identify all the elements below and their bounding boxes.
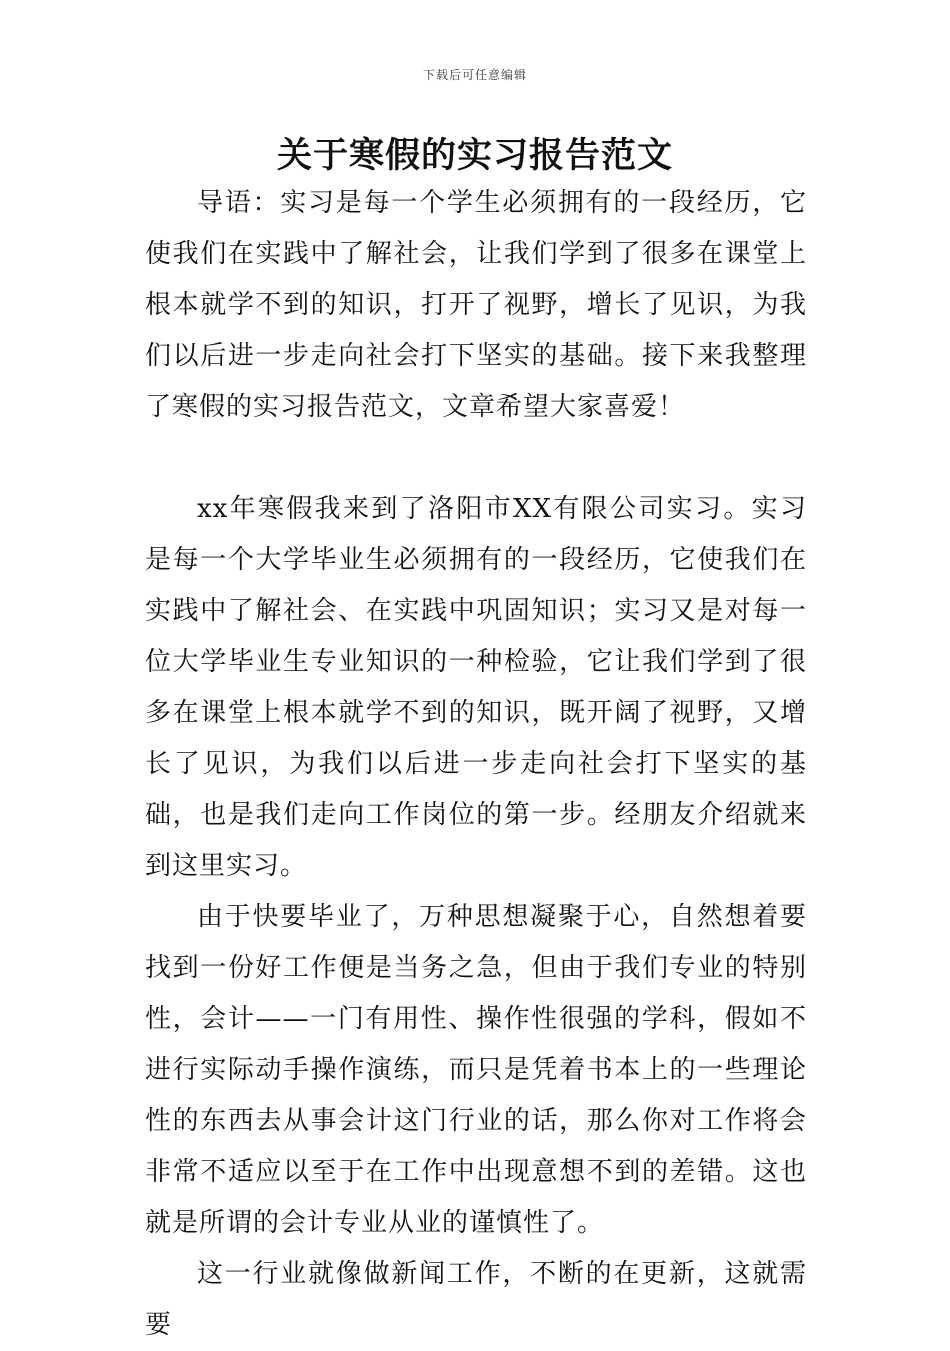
paragraph-industry: 这一行业就像做新闻工作，不断的在更新，这就需要 [145, 1259, 807, 1340]
document-title: 关于寒假的实习报告范文 [276, 136, 673, 176]
paragraph-internship: xx年寒假我来到了洛阳市XX有限公司实习。实习是每一个大学毕业生必须拥有的一段经历，它使我们在实践中了解社会、在实践中巩固知识；实习又是对每一位大学毕业生专业知识的一种检验，它让我们学到了很多在课堂上根本就学不到的知识，既开阔了视野，又增长了见识，为我们以后进一步走向社会打下坚实的基础，也是我们走向工作岗位的第一步。经朋友介绍就来到这里实习。 [145, 494, 807, 881]
paragraph-graduation: 由于快要毕业了，万种思想凝聚于心，自然想着要找到一份好工作便是当务之急，但由于我们专业的特别性，会计——一门有用性、操作性很强的学科，假如不进行实际动手操作演练，而只是凭着书本上的一些理论性的东西去从事会计这门行业的话，那么你对工作将会非常不适应以至于在工作中出现意想不到的差错。这也就是所谓的会计专业从业的谨慎性了。 [145, 902, 807, 1238]
document-body [145, 178, 807, 1351]
page-header-note: 下载后可任意编辑 [422, 68, 527, 82]
paragraph-intro: 导语：实习是每一个学生必须拥有的一段经历，它使我们在实践中了解社会，让我们学到了很多在课堂上根本就学不到的知识，打开了视野，增长了见识，为我们以后进一步走向社会打下坚实的基础。接下来我整理了寒假的实习报告范文，文章希望大家喜爱！ [145, 188, 807, 422]
